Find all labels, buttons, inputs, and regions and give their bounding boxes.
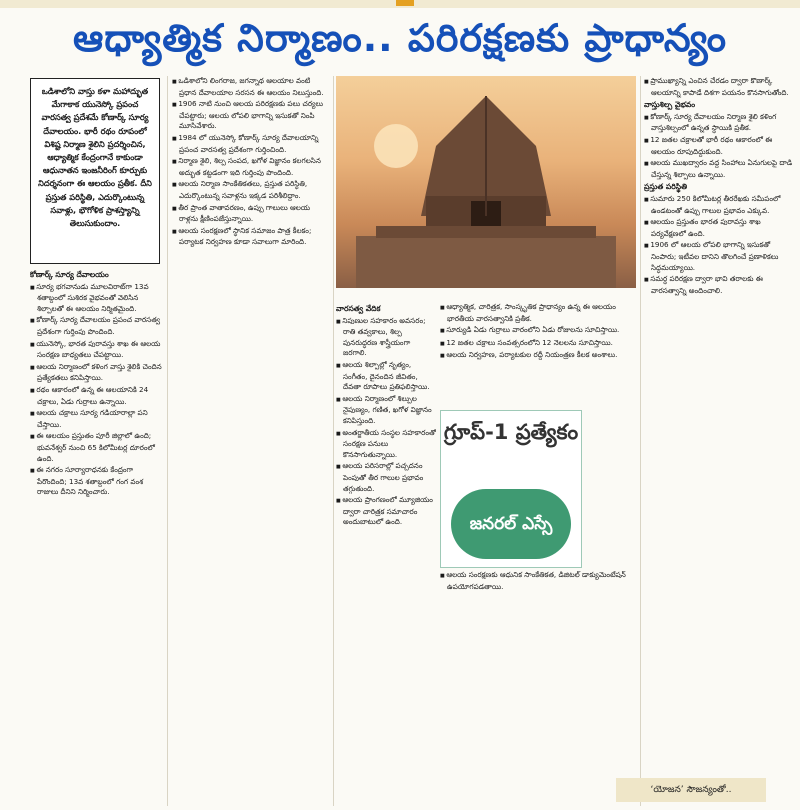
column-divider — [333, 76, 334, 806]
column-divider — [640, 76, 641, 806]
paragraph: ■ ఆలయ నిర్మాణ సాంకేతికతలు, ప్రస్తుత పరిస్థితి, ఎదుర్కొంటున్న సవాళ్లను ఇక్కడ పరిశీలిద్దాం. — [172, 179, 330, 201]
paragraph: ■ సూర్య భగవానుడు మూలవిరాట్‌గా 13వ శతాబ్దంలో సుశిరక వైభవంతో వెలిసిన శిల్పాలతో ఈ ఆలయం నిర్మితమైంది. — [30, 282, 164, 315]
paragraph: ■ నిర్మాణ శైలి, శిల్ప సంపద, ఖగోళ విజ్ఞానం కలగలసిన అద్భుత కట్టడంగా ఇది గుర్తింపు పొందింది. — [172, 156, 330, 178]
paragraph: ■ కోణార్క్ సూర్య దేవాలయం నిర్మాణ శైలి కళింగ వాస్తుశిల్పంలో ఉన్నత స్థాయికి ప్రతీక. — [644, 112, 794, 134]
paragraph: ■ ఆలయ నిర్మాణంలో శిల్పుల నైపుణ్యం, గణిత, ఖగోళ విజ్ఞానం కనిపిస్తుంది. — [336, 394, 436, 427]
paragraph: ■ ఆలయ పరిసరాల్లో పచ్చదనం పెంపుతో తీర గాలుల ప్రభావం తగ్గుతుంది. — [336, 461, 436, 494]
column-divider — [167, 76, 168, 806]
paragraph: ■ ఆధ్యాత్మిక, చారిత్రక, సాంస్కృతిక ప్రాధాన్యం ఉన్న ఈ ఆలయం భారతీయ వారసత్వానికి ప్రతీక. — [440, 302, 636, 324]
column-4b — [440, 570, 636, 806]
paragraph: ■ ఒడిశాలోని లింగరాజ, జగన్నాథ ఆలయాల వంటి ప్రధాన దేవాలయాల సరసన ఈ ఆలయం నిలుస్తుంది. — [172, 76, 330, 98]
badge-label-general-essay: జనరల్‌ ఎస్సే — [451, 489, 571, 559]
column-3 — [336, 302, 436, 806]
column-2 — [172, 76, 330, 806]
paragraph: ■ 1984 లో యునెస్కో కోణార్క్ సూర్య దేవాలయాన్ని ప్రపంచ వారసత్వ ప్రదేశంగా గుర్తించింది. — [172, 133, 330, 155]
paragraph: ■ ఈ నగరం సూర్యారాధనకు కేంద్రంగా పేరొందింది; 13వ శతాబ్దంలో గంగ వంశ రాజులు దీనిని నిర్మించారు. — [30, 465, 164, 498]
paragraph: ■ ఆలయం ప్రస్తుతం భారత పురావస్తు శాఖ పర్యవేక్షణలో ఉంది. — [644, 217, 794, 239]
paragraph: ■ రథం ఆకారంలో ఉన్న ఈ ఆలయానికి 24 చక్రాలు, ఏడు గుర్రాలు ఉన్నాయి. — [30, 385, 164, 407]
photo-caption — [336, 290, 636, 300]
paragraph: ■ ఆలయ సంరక్షణకు ఆధునిక సాంకేతికత, డిజిటల్ డాక్యుమెంటేషన్ ఉపయోగపడతాయి. — [440, 570, 636, 592]
paragraph: ■ 1906 నాటి నుంచి ఆలయ పరిరక్షణకు పలు చర్యలు చేపట్టారు; ఆలయ లోపలి భాగాన్ని ఇసుకతో నింపి మూసివేశారు. — [172, 99, 330, 132]
column-5-heading-2: ప్రస్తుత పరిస్థితి — [644, 182, 688, 192]
paragraph: ■ ఆలయ శిల్పాల్లో నృత్యం, సంగీతం, దైనందిన జీవితం, దేవతా రూపాలు ప్రతిఫలిస్తాయి. — [336, 360, 436, 393]
paragraph: ■ ఆలయ సంరక్షణలో స్థానిక సమాజం పాత్ర కీలకం; పర్యాటక నిర్వహణ కూడా సవాలుగా మారింది. — [172, 226, 330, 248]
paragraph: ■ ఆలయ చక్రాలు సూర్య గడియారాల్లా పని చేస్తాయి. — [30, 408, 164, 430]
paragraph: ■ సుమారు 250 కిలోమీటర్ల తీరరేఖకు సమీపంలో ఉండటంతో ఉప్పు గాలుల ప్రభావం ఎక్కువ. — [644, 194, 794, 216]
paragraph: ■ ఆలయ ముఖద్వారం వద్ద సింహాలు ఏనుగులపై దాడి చేస్తున్న శిల్పాలు ఉన్నాయి. — [644, 158, 794, 180]
temple-photo — [336, 76, 636, 288]
page-title: ఆధ్యాత్మిక నిర్మాణం.. పరిరక్షణకు ప్రాధాన్యం — [73, 16, 727, 60]
paragraph: ■ యునెస్కో, భారత పురావస్తు శాఖ ఈ ఆలయ సంరక్షణ బాధ్యతలు చేపట్టాయి. — [30, 339, 164, 361]
column-1 — [30, 268, 164, 806]
paragraph: ■ ఆలయ ప్రాంగణంలో మ్యూజియం ద్వారా చారిత్రక సమాచారం అందుబాటులో ఉంది. — [336, 495, 436, 528]
lead-box: ఒడిశాలోని వాస్తు కళా మహాద్భుత మేగాకాక యునెస్కో ప్రపంచ వారసత్వ ప్రదేశమే కోణార్క్ సూర్య దేవాలయం. భారీ రథం రూపంలో విశిష్ట నిర్మాణ శైలిని ప్రదర్శించిన, ఆధ్యాత్మిక కేంద్రంగానే కాకుండా ఆధునాతన ఇంజనీరింగ్ కూర్పుకు నిదర్శనంగా ఈ ఆలయం ప్రతీక. దీని ప్రస్తుత పరిస్థితి, ఎదుర్కొంటున్న సవాళ్లు, భౌగోళిక ప్రాశస్త్యాన్ని తెలుసుకుందాం. — [30, 78, 160, 264]
paragraph: ■ 12 జతల చక్రాలతో భారీ రథం ఆకారంలో ఈ ఆలయం రూపుదిద్దుకుంది. — [644, 135, 794, 157]
paragraph: ■ కోణార్క్ సూర్య దేవాలయం ప్రపంచ వారసత్వ ప్రదేశంగా గుర్తింపు పొందింది. — [30, 315, 164, 337]
paragraph: ■ తీర ప్రాంత వాతావరణం, ఉప్పు గాలులు ఆలయ రాళ్లను క్షీణింపజేస్తున్నాయి. — [172, 203, 330, 225]
section-tab-marker — [396, 0, 414, 6]
temple-illustration — [336, 76, 636, 288]
column-1-heading: కోణార్క్ సూర్య దేవాలయం — [30, 270, 109, 279]
paragraph: ■ ఈ ఆలయం ప్రస్తుతం పూరీ జిల్లాలో ఉంది; భువనేశ్వర్ నుంచి 65 కిలోమీటర్ల దూరంలో ఉంది. — [30, 431, 164, 464]
paragraph: ■ ఆలయ నిర్వహణ, పర్యాటకుల రద్దీ నియంత్రణ కీలక అంశాలు. — [440, 350, 636, 362]
paragraph: ■ ప్రాముఖ్యాన్ని ఎంచిన చేరడం ద్వారా కొణార్క్ ఆలయాన్ని కాపాడే దిశగా పయనం కొనసాగుతోంది. — [644, 76, 794, 98]
paragraph: ■ ఆలయ నిర్మాణంలో కళింగ వాస్తు శైలికి చెందిన ప్రత్యేకతలు కనిపిస్తాయి. — [30, 362, 164, 384]
paragraph: ■ 12 జతల చక్రాలు సంవత్సరంలోని 12 నెలలను సూచిస్తాయి. — [440, 338, 636, 350]
paragraph: ■ సూర్యుడి ఏడు గుర్రాలు వారంలోని ఏడు రోజులను సూచిస్తాయి. — [440, 325, 636, 337]
group1-special-badge — [440, 410, 582, 568]
paragraph: ■ నిపుణుల సహకారం అవసరం; రాతి తవ్వకాలు, శిల్ప పునరుద్ధరణ శాస్త్రీయంగా జరగాలి. — [336, 316, 436, 359]
paragraph: ■ సమర్థ పరిరక్షణ ద్వారా భావి తరాలకు ఈ వారసత్వాన్ని అందించాలి. — [644, 274, 794, 296]
courtesy-note: ‘యోజన’ సౌజన్యంతో.. — [616, 778, 766, 802]
column-4 — [440, 302, 636, 406]
top-banner-strip — [0, 0, 800, 8]
column-5-heading-1: వాస్తుశిల్ప వైభవం — [644, 100, 696, 110]
column-5 — [644, 76, 794, 776]
paragraph: ■ అంతర్జాతీయ సంస్థల సహకారంతో సంరక్షణ పనులు కొనసాగుతున్నాయి. — [336, 428, 436, 461]
column-3-heading: వారసత్వ వేదిక — [336, 304, 381, 313]
badge-label-group1: గ్రూప్‌-1 ప్రత్యేకం — [443, 420, 579, 444]
paragraph: ■ 1906 లో ఆలయ లోపలి భాగాన్ని ఇసుకతో నింపారు; ఇటీవల దానిని తొలగించే ప్రణాళికలు సిద్ధమయ్యాయి. — [644, 240, 794, 273]
